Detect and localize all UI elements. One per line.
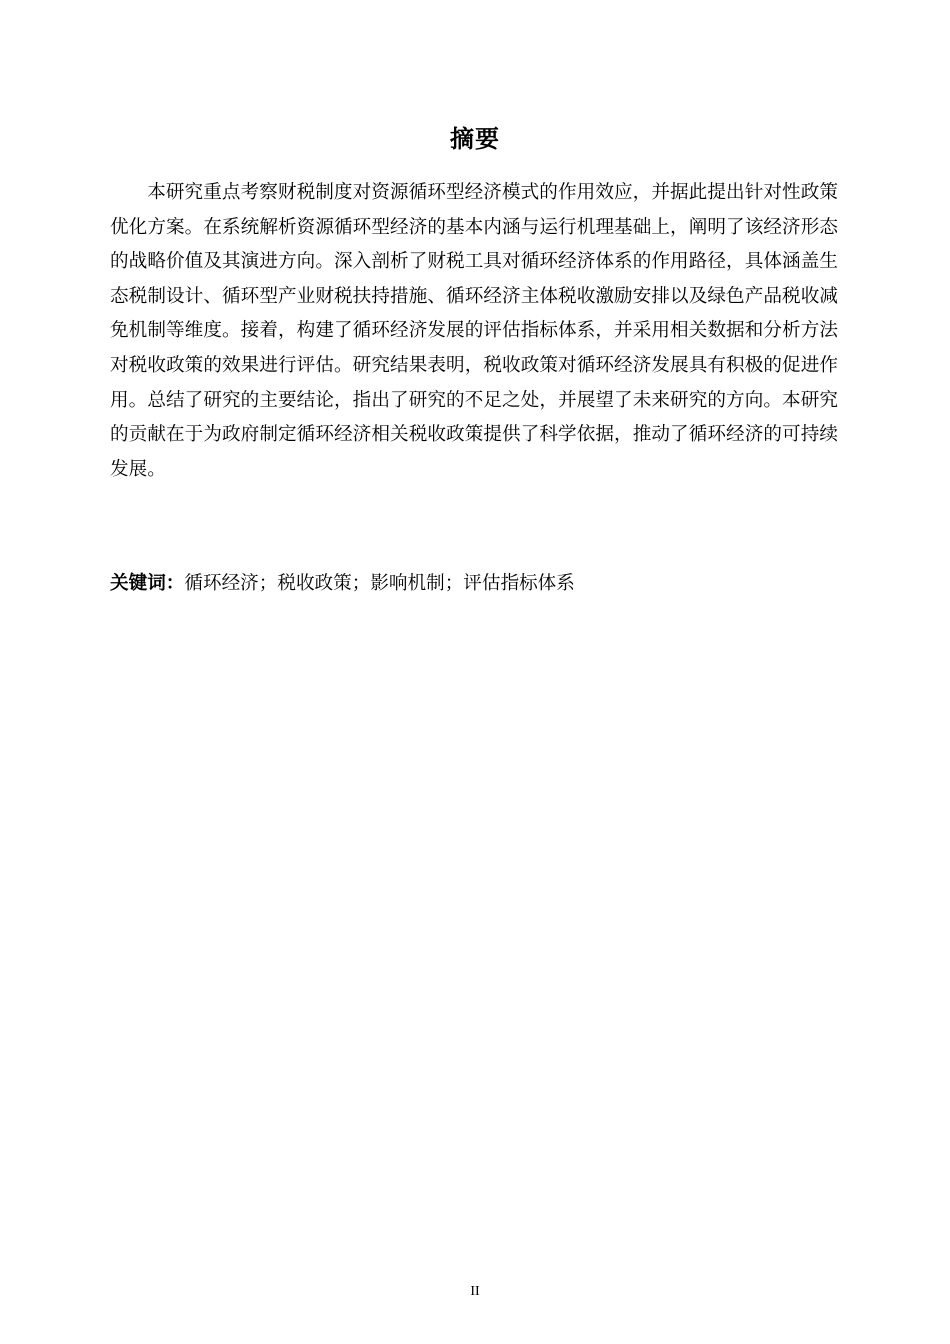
keywords-list: 循环经济；税收政策；影响机制；评估指标体系 <box>184 573 575 594</box>
abstract-title: 摘要 <box>450 125 500 153</box>
keywords-label: 关键词： <box>110 573 185 594</box>
abstract-paragraph: 本研究重点考察财税制度对资源循环型经济模式的作用效应，并据此提出针对性政策优化方案。在系统解析资源循环型经济的基本内涵与运行机理基础上，阐明了该经济形态的战略价值及其演进方向。深入剖析了财税工具对循环经济体系的作用路径，具体涵盖生态税制设计、循环型产业财税扶持措施、循环经济主体税收激励安排以及绿色产品税收减免机制等维度。接着，构建了循环经济发展的评估指标体系，并采用相关数据和分析方法对税收政策的效果进行评估。研究结果表明，税收政策对循环经济发展具有积极的促进作用。总结了研究的主要结论，指出了研究的不足之处，并展望了未来研究的方向。本研究的贡献在于为政府制定循环经济相关税收政策提供了科学依据，推动了循环经济的可持续发展。 <box>110 182 838 480</box>
page-number: II <box>470 1284 480 1299</box>
keywords-line <box>110 567 838 601</box>
